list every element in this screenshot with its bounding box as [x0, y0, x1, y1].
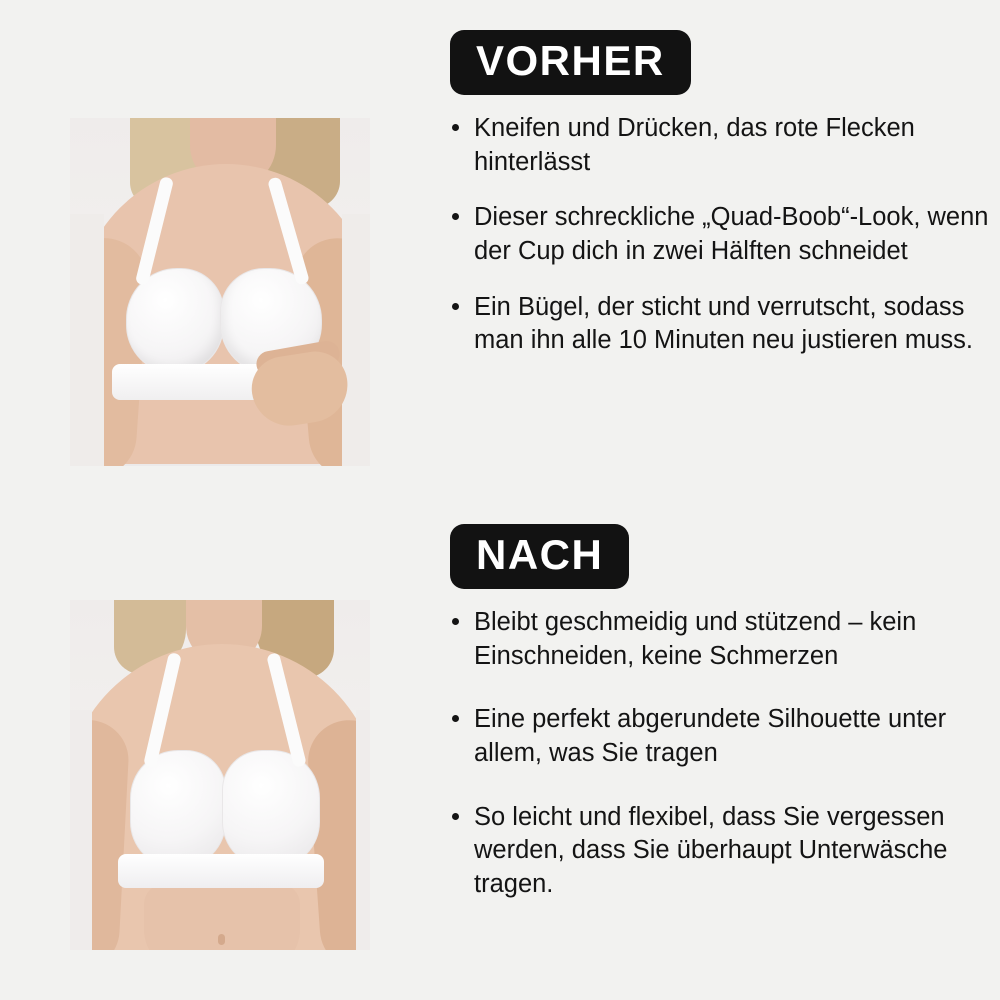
list-item — [440, 703, 992, 770]
before-media-column — [0, 0, 440, 500]
list-item-text: Dieser schreckliche „Quad-Boob“-Look, wenn der Cup dich in zwei Hälften schneidet — [474, 203, 989, 265]
bullet-dot-icon — [452, 715, 459, 722]
background-gap-right — [342, 214, 370, 466]
after-text-column — [440, 500, 1000, 1000]
bra-cup-right — [222, 750, 320, 868]
bullet-dot-icon — [452, 303, 459, 310]
background-gap-left — [70, 710, 92, 950]
list-item — [440, 606, 992, 673]
bullet-dot-icon — [452, 213, 459, 220]
bullet-dot-icon — [452, 618, 459, 625]
background-gap-right — [356, 710, 370, 950]
list-item — [440, 112, 992, 179]
list-item-text: Kneifen und Drücken, das rote Flecken hinterlässt — [474, 114, 915, 176]
after-photo — [70, 600, 370, 950]
list-item — [440, 291, 992, 358]
bra-band — [118, 854, 324, 888]
after-badge-wrap — [440, 524, 1000, 589]
badge-before: VORHER — [450, 30, 691, 95]
before-text-column — [440, 0, 1000, 500]
list-item-text: Bleibt geschmeidig und stützend – kein Einschneiden, keine Schmerzen — [474, 608, 917, 670]
list-item-text: So leicht und flexibel, dass Sie vergessen werden, dass Sie überhaupt Unterwäsche tragen. — [474, 802, 948, 898]
background-gap-left — [70, 214, 104, 466]
bullet-dot-icon — [452, 124, 459, 131]
after-bullet-list — [440, 606, 992, 932]
section-after — [0, 500, 1000, 1000]
before-badge-wrap — [440, 30, 1000, 95]
list-item-text: Ein Bügel, der sticht und verrutscht, sodass man ihn alle 10 Minuten neu justieren muss. — [474, 292, 973, 355]
list-item — [440, 201, 992, 268]
model-navel — [218, 934, 225, 945]
bra-cup-left — [130, 750, 226, 868]
bullet-dot-icon — [452, 813, 459, 820]
list-item-text: Eine perfekt abgerundete Silhouette unter allem, was Sie tragen — [474, 705, 947, 767]
before-bullet-list — [440, 112, 992, 380]
list-item — [440, 801, 992, 902]
badge-after: NACH — [450, 524, 629, 589]
after-media-column — [0, 500, 440, 1000]
before-photo — [70, 118, 370, 466]
